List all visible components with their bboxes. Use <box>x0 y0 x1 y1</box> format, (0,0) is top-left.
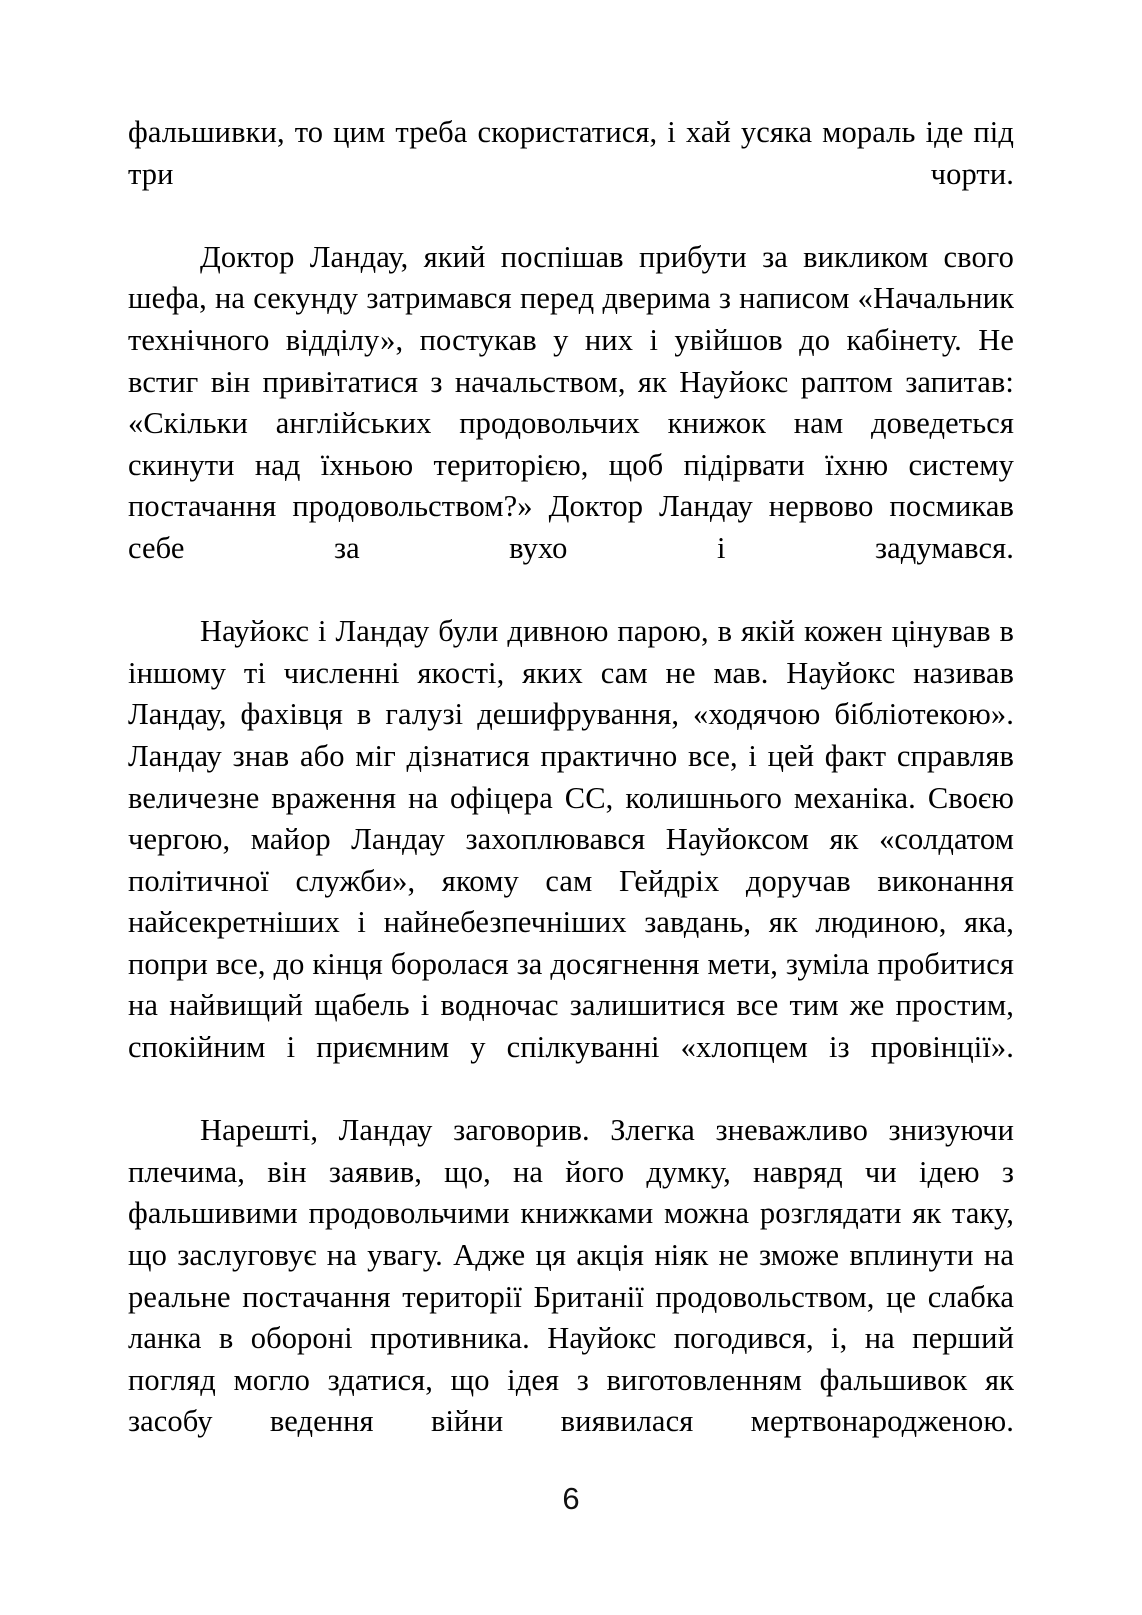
paragraph-4: Нарешті, Ландау заговорив. Злегка зневажливо знизуючи плечима, він заявив, що, на його думку, навряд чи ідею з фальшивими продовольчими книжками можна розглядати як таку, що заслуговує на увагу. Адже ця акція ніяк не зможе вплинути на реальне постачання території Британії продовольством, це слабка ланка в обороні противника. Науйокс погодився, і, на перший погляд могло здатися, що ідея з виготовленням фальшивок як засобу ведення війни виявилася мертвонародженою. <box>128 1113 1014 1439</box>
page-text-column <box>128 112 1014 1485</box>
paragraph-3: Науйокс і Ландау були дивною парою, в якій кожен цінував в іншому ті численні якості, яких сам не мав. Науйокс називав Ландау, фахівця в галузі дешифрування, «ходячою бібліотекою». Ландау знав або міг дізнатися практично все, і цей факт справляв величезне враження на офіцера СС, колишнього механіка. Своєю чергою, майор Ландау захоплювався Науйоксом як «солдатом політичної служби», якому сам Гейдріх доручав виконання найсекретніших і найнебезпечніших завдань, як людиною, яка, попри все, до кінця боролася за досягнення мети, зуміла пробитися на найвищий щабель і водночас залишитися все тим же простим, спокійним і приємним у спілкуванні «хлопцем із провінції». <box>128 614 1014 1065</box>
paragraph-1: фальшивки, то цим треба скористатися, і хай усяка мораль іде під три чорти. <box>128 115 1014 191</box>
paragraph-2: Доктор Ландау, який поспішав прибути за викликом свого шефа, на секунду затримався перед дверима з написом «Начальник технічного відділу», постукав у них і увійшов до кабінету. Не встиг він привітатися з начальством, як Науйокс раптом запитав: «Скільки англійських продовольчих книжок нам доведеться скинути над їхньою територією, щоб підірвати їхню систему постачання продовольством?» Доктор Ландау нервово посмикав себе за вухо і задумався. <box>128 239 1014 565</box>
page-number: 6 <box>562 1481 580 1516</box>
